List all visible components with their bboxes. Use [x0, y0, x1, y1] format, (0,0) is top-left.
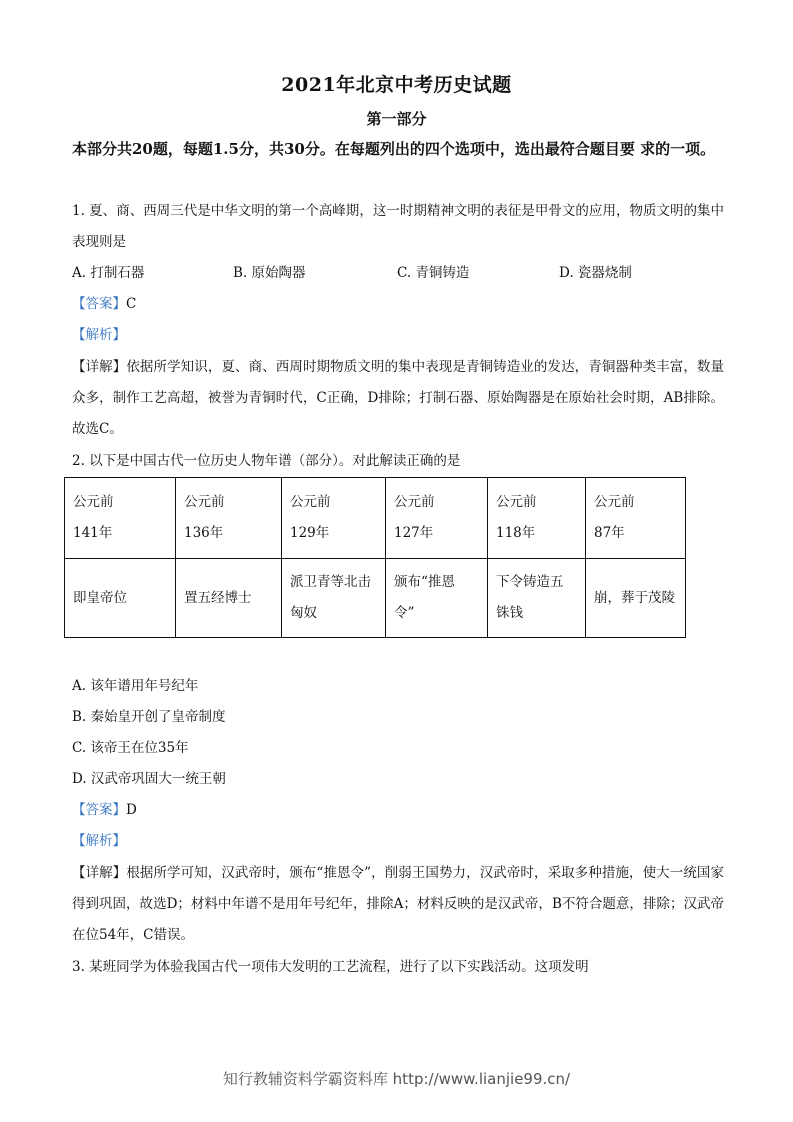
q1-stem: 1. 夏、商、西周三代是中华文明的第一个高峰期，这一时期精神文明的表征是甲骨文的应用，物质文明的集中表现则是	[72, 203, 724, 250]
event-cell: 即皇帝位	[65, 559, 176, 638]
year-cell: 公元前 141年	[65, 478, 176, 559]
event-cell: 下令铸造五 铢钱	[488, 559, 586, 638]
q2-option-a: A. 该年谱用年号纪年	[72, 678, 199, 694]
section-instruction: 本部分共20题，每题1.5分，共30分。在每题列出的四个选项中，选出最符合题目要 求的一项。	[72, 140, 716, 158]
event-cell: 置五经博士	[176, 559, 282, 638]
chronology-table	[64, 477, 686, 638]
year-cell: 公元前 129年	[282, 478, 386, 559]
year-cell: 公元前 136年	[176, 478, 282, 559]
detail-tag: 【详解】	[72, 865, 127, 881]
events-row	[65, 559, 686, 638]
q2-option-b: B. 秦始皇开创了皇帝制度	[72, 709, 226, 725]
q1-option-d: D. 瓷器烧制	[559, 265, 632, 281]
q1-detail	[72, 352, 724, 445]
answer-value: D	[126, 802, 137, 818]
footer-watermark: 知行教辅资料学霸资料库 http://www.lianjie99.cn/	[222, 1070, 571, 1088]
q2-option-d: D. 汉武帝巩固大一统王朝	[72, 771, 226, 787]
q2-stem: 2. 以下是中国古代一位历史人物年谱（部分）。对此解读正确的是	[72, 453, 461, 469]
detail-text: 依据所学知识，夏、商、西周时期物质文明的集中表现是青铜铸造业的发达，青铜器种类丰富，数量众多，制作工艺高超，被誉为青铜时代，C正确，D排除；打制石器、原始陶器是在原始社会时期，AB排除。故选C。	[72, 359, 725, 437]
q2-option-c: C. 该帝王在位35年	[72, 740, 189, 756]
q1-answer	[72, 289, 136, 320]
year-cell: 公元前 87年	[586, 478, 686, 559]
answer-value: C	[126, 296, 137, 312]
year-cell: 公元前 127年	[386, 478, 488, 559]
event-cell: 崩，葬于茂陵	[586, 559, 686, 638]
q2-analysis-tag: 【解析】	[72, 833, 126, 849]
q1-option-a: A. 打制石器	[72, 265, 145, 281]
detail-text: 根据所学可知，汉武帝时，颁布“推恩令”，削弱王国势力，汉武帝时，采取多种措施，使大一统国家得到巩固，故选D；材料中年谱不是用年号纪年，排除A；材料反映的是汉武帝，B不符合题意，排除；汉武帝在位54年，C错误。	[72, 865, 724, 943]
q3-stem: 3. 某班同学为体验我国古代一项伟大发明的工艺流程，进行了以下实践活动。这项发明	[72, 959, 589, 975]
answer-tag: 【答案】	[72, 802, 126, 818]
answer-tag: 【答案】	[72, 296, 126, 312]
section-heading: 第一部分	[366, 110, 427, 128]
detail-tag: 【详解】	[72, 359, 127, 375]
page-title: 2021年北京中考历史试题	[281, 74, 512, 96]
event-cell: 颁布“推恩 令”	[386, 559, 488, 638]
q1-option-c: C. 青铜铸造	[397, 265, 470, 281]
q1-analysis-tag: 【解析】	[72, 327, 126, 343]
q1-option-b: B. 原始陶器	[233, 265, 306, 281]
q2-answer	[72, 795, 137, 826]
q2-detail	[72, 858, 724, 951]
years-row	[65, 478, 686, 559]
event-cell: 派卫青等北击 匈奴	[282, 559, 386, 638]
year-cell: 公元前 118年	[488, 478, 586, 559]
